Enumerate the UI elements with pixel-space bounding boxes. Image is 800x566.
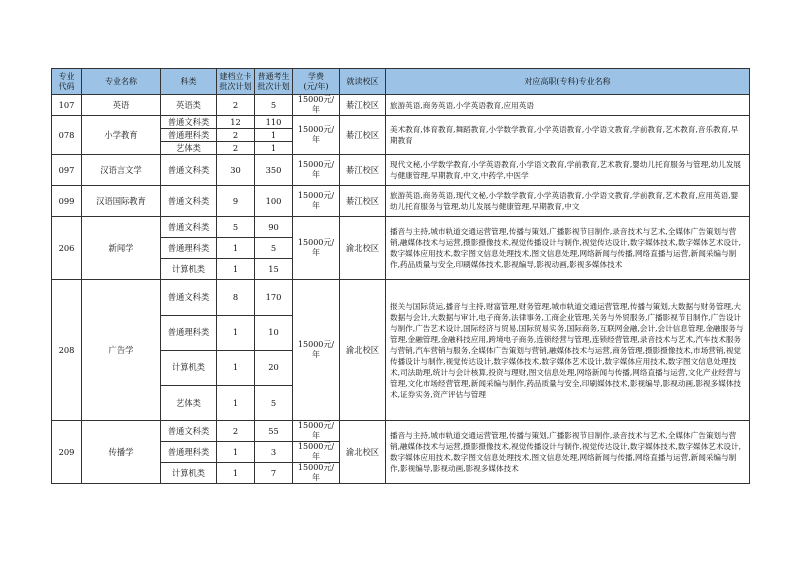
header-row (52, 69, 750, 95)
plan-jiandang-cell: 1 (217, 441, 255, 462)
fee-cell: 15000元/年 (293, 280, 340, 420)
code-cell: 099 (52, 186, 82, 217)
code-cell: 206 (52, 217, 82, 280)
category-cell: 普通理科类 (161, 238, 217, 259)
category-cell: 普通理科类 (161, 129, 217, 142)
plan-jiandang-cell: 1 (217, 385, 255, 420)
category-cell: 计算机类 (161, 462, 217, 483)
category-cell: 普通文科类 (161, 217, 217, 238)
table-row (52, 155, 750, 186)
fee-cell: 15000元/年 (293, 462, 340, 483)
category-cell: 普通文科类 (161, 280, 217, 315)
fee-cell: 15000元/年 (293, 186, 340, 217)
plan-jiandang-cell: 12 (217, 116, 255, 129)
category-cell: 普通文科类 (161, 116, 217, 129)
category-cell: 艺体类 (161, 385, 217, 420)
fee-cell: 15000元/年 (293, 217, 340, 280)
name-cell: 广告学 (82, 280, 161, 420)
plan-putong-cell: 5 (255, 385, 293, 420)
name-cell: 汉语国际教育 (82, 186, 161, 217)
header-plan-putong: 普通考生 批次计划 (255, 69, 293, 95)
fee-cell: 15000元/年 (293, 155, 340, 186)
plan-putong-cell: 1 (255, 142, 293, 155)
plan-putong-cell: 1 (255, 129, 293, 142)
table-row (52, 116, 750, 129)
fee-cell: 15000元/年 (293, 420, 340, 441)
code-cell: 209 (52, 420, 82, 483)
plan-putong-cell: 5 (255, 95, 293, 116)
category-cell: 计算机类 (161, 350, 217, 385)
code-cell: 208 (52, 280, 82, 420)
plan-putong-cell: 170 (255, 280, 293, 315)
category-cell: 普通文科类 (161, 186, 217, 217)
campus-cell: 渝北校区 (340, 217, 386, 280)
category-cell: 普通理科类 (161, 315, 217, 350)
header-campus: 就读校区 (340, 69, 386, 95)
majors-cell: 报关与国际货运,播音与主持,财富管理,财务管理,城市轨道交通运营管理,传播与策划,大数据与财务管理,大数据与会计,大数据与审计,电子商务,法律事务,工商企业管理,关务与外贸服务,广播影视节目制作,广告设计与制作,广告艺术设计,国际经济与贸易,国际贸易实务,国际商务,互联网金融,会计,会计信息管理,金融服务与管理,金融管理,金融科技应用,跨境电子商务,连锁经营与管理,连锁经营管理,录音技术与艺术,汽车技术服务与营销,汽车营销与服务,全媒体广告策划与营销,融媒体技术与运营,商务管理,摄影摄像技术,市场营销,视觉传播设计与制作,视觉传达设计,数字媒体技术,数字媒体艺术设计,数字媒体应用技术,数字图文信息处理技术,司法助理,统计与会计核算,投资与理财,图文信息处理,网络新闻与传播,网络直播与运营,文化产业经营与管理,文化市场经营管理,新闻采编与制作,药品质量与安全,印刷媒体技术,影视编导,影视动画,影视多媒体技术,证券实务,资产评估与管理 (386, 280, 750, 420)
enrollment-plan-table (51, 68, 750, 484)
campus-cell: 綦江校区 (340, 95, 386, 116)
table-row (52, 420, 750, 441)
code-cell: 097 (52, 155, 82, 186)
table-row (52, 95, 750, 116)
name-cell: 小学教育 (82, 116, 161, 155)
category-cell: 英语类 (161, 95, 217, 116)
plan-jiandang-cell: 1 (217, 350, 255, 385)
plan-jiandang-cell: 2 (217, 142, 255, 155)
header-majors: 对应高职(专科)专业名称 (386, 69, 750, 95)
majors-cell: 播音与主持,城市轨道交通运营管理,传播与策划,广播影视节目制作,录音技术与艺术,全媒体广告策划与营销,融媒体技术与运营,摄影摄像技术,视觉传播设计与制作,视觉传达设计,数字媒体技术,数字媒体艺术设计,数字媒体应用技术,数字图文信息处理技术,图文信息处理,网络新闻与传播,网络直播与运营,新闻采编与制作,影视编导,影视动画,影视多媒体技术 (386, 420, 750, 483)
campus-cell: 綦江校区 (340, 155, 386, 186)
category-cell: 普通文科类 (161, 155, 217, 186)
fee-cell: 15000元/年 (293, 116, 340, 155)
campus-cell: 綦江校区 (340, 116, 386, 155)
code-cell: 078 (52, 116, 82, 155)
header-plan-jiandang: 建档立卡 批次计划 (217, 69, 255, 95)
plan-jiandang-cell: 1 (217, 238, 255, 259)
majors-cell: 旅游英语,商务英语,小学英语教育,应用英语 (386, 95, 750, 116)
plan-jiandang-cell: 2 (217, 420, 255, 441)
fee-cell: 15000元/年 (293, 95, 340, 116)
plan-jiandang-cell: 2 (217, 95, 255, 116)
plan-jiandang-cell: 2 (217, 129, 255, 142)
name-cell: 汉语言文学 (82, 155, 161, 186)
plan-putong-cell: 15 (255, 259, 293, 280)
plan-putong-cell: 7 (255, 462, 293, 483)
category-cell: 普通理科类 (161, 441, 217, 462)
plan-putong-cell: 100 (255, 186, 293, 217)
majors-cell: 旅游英语,商务英语,现代文秘,小学数学教育,小学英语教育,小学语文教育,学前教育,艺术教育,应用英语,婴幼儿托育服务与管理,幼儿发展与健康管理,早期教育,中文 (386, 186, 750, 217)
plan-putong-cell: 350 (255, 155, 293, 186)
plan-putong-cell: 20 (255, 350, 293, 385)
plan-jiandang-cell: 1 (217, 259, 255, 280)
plan-putong-cell: 110 (255, 116, 293, 129)
name-cell: 传播学 (82, 420, 161, 483)
table-row (52, 280, 750, 315)
code-cell: 107 (52, 95, 82, 116)
header-category: 科类 (161, 69, 217, 95)
campus-cell: 渝北校区 (340, 420, 386, 483)
header-code: 专业 代码 (52, 69, 82, 95)
plan-jiandang-cell: 9 (217, 186, 255, 217)
category-cell: 普通文科类 (161, 420, 217, 441)
plan-putong-cell: 55 (255, 420, 293, 441)
campus-cell: 渝北校区 (340, 280, 386, 420)
name-cell: 英语 (82, 95, 161, 116)
table-row (52, 186, 750, 217)
plan-jiandang-cell: 30 (217, 155, 255, 186)
plan-putong-cell: 5 (255, 238, 293, 259)
majors-cell: 播音与主持,城市轨道交通运营管理,传播与策划,广播影视节目制作,录音技术与艺术,全媒体广告策划与营销,融媒体技术与运营,摄影摄像技术,视觉传播设计与制作,视觉传达设计,数字媒体技术,数字媒体艺术设计,数字媒体应用技术,数字图文信息处理技术,图文信息处理,网络新闻与传播,网络直播与运营,新闻采编与制作,药品质量与安全,印刷媒体技术,影视编导,影视动画,影视多媒体技术 (386, 217, 750, 280)
header-name: 专业名称 (82, 69, 161, 95)
plan-putong-cell: 10 (255, 315, 293, 350)
fee-cell: 15000元/年 (293, 441, 340, 462)
category-cell: 计算机类 (161, 259, 217, 280)
plan-putong-cell: 3 (255, 441, 293, 462)
campus-cell: 綦江校区 (340, 186, 386, 217)
table-row (52, 217, 750, 238)
plan-jiandang-cell: 1 (217, 462, 255, 483)
plan-jiandang-cell: 5 (217, 217, 255, 238)
plan-putong-cell: 90 (255, 217, 293, 238)
plan-jiandang-cell: 1 (217, 315, 255, 350)
name-cell: 新闻学 (82, 217, 161, 280)
header-fee: 学费 (元/年) (293, 69, 340, 95)
majors-cell: 现代文秘,小学数学教育,小学英语教育,小学语文教育,学前教育,艺术教育,婴幼儿托育服务与管理,幼儿发展与健康管理,早期教育,中文,中药学,中医学 (386, 155, 750, 186)
plan-jiandang-cell: 8 (217, 280, 255, 315)
majors-cell: 美术教育,体育教育,舞蹈教育,小学数学教育,小学英语教育,小学语文教育,学前教育,艺术教育,音乐教育,早期教育 (386, 116, 750, 155)
category-cell: 艺体类 (161, 142, 217, 155)
